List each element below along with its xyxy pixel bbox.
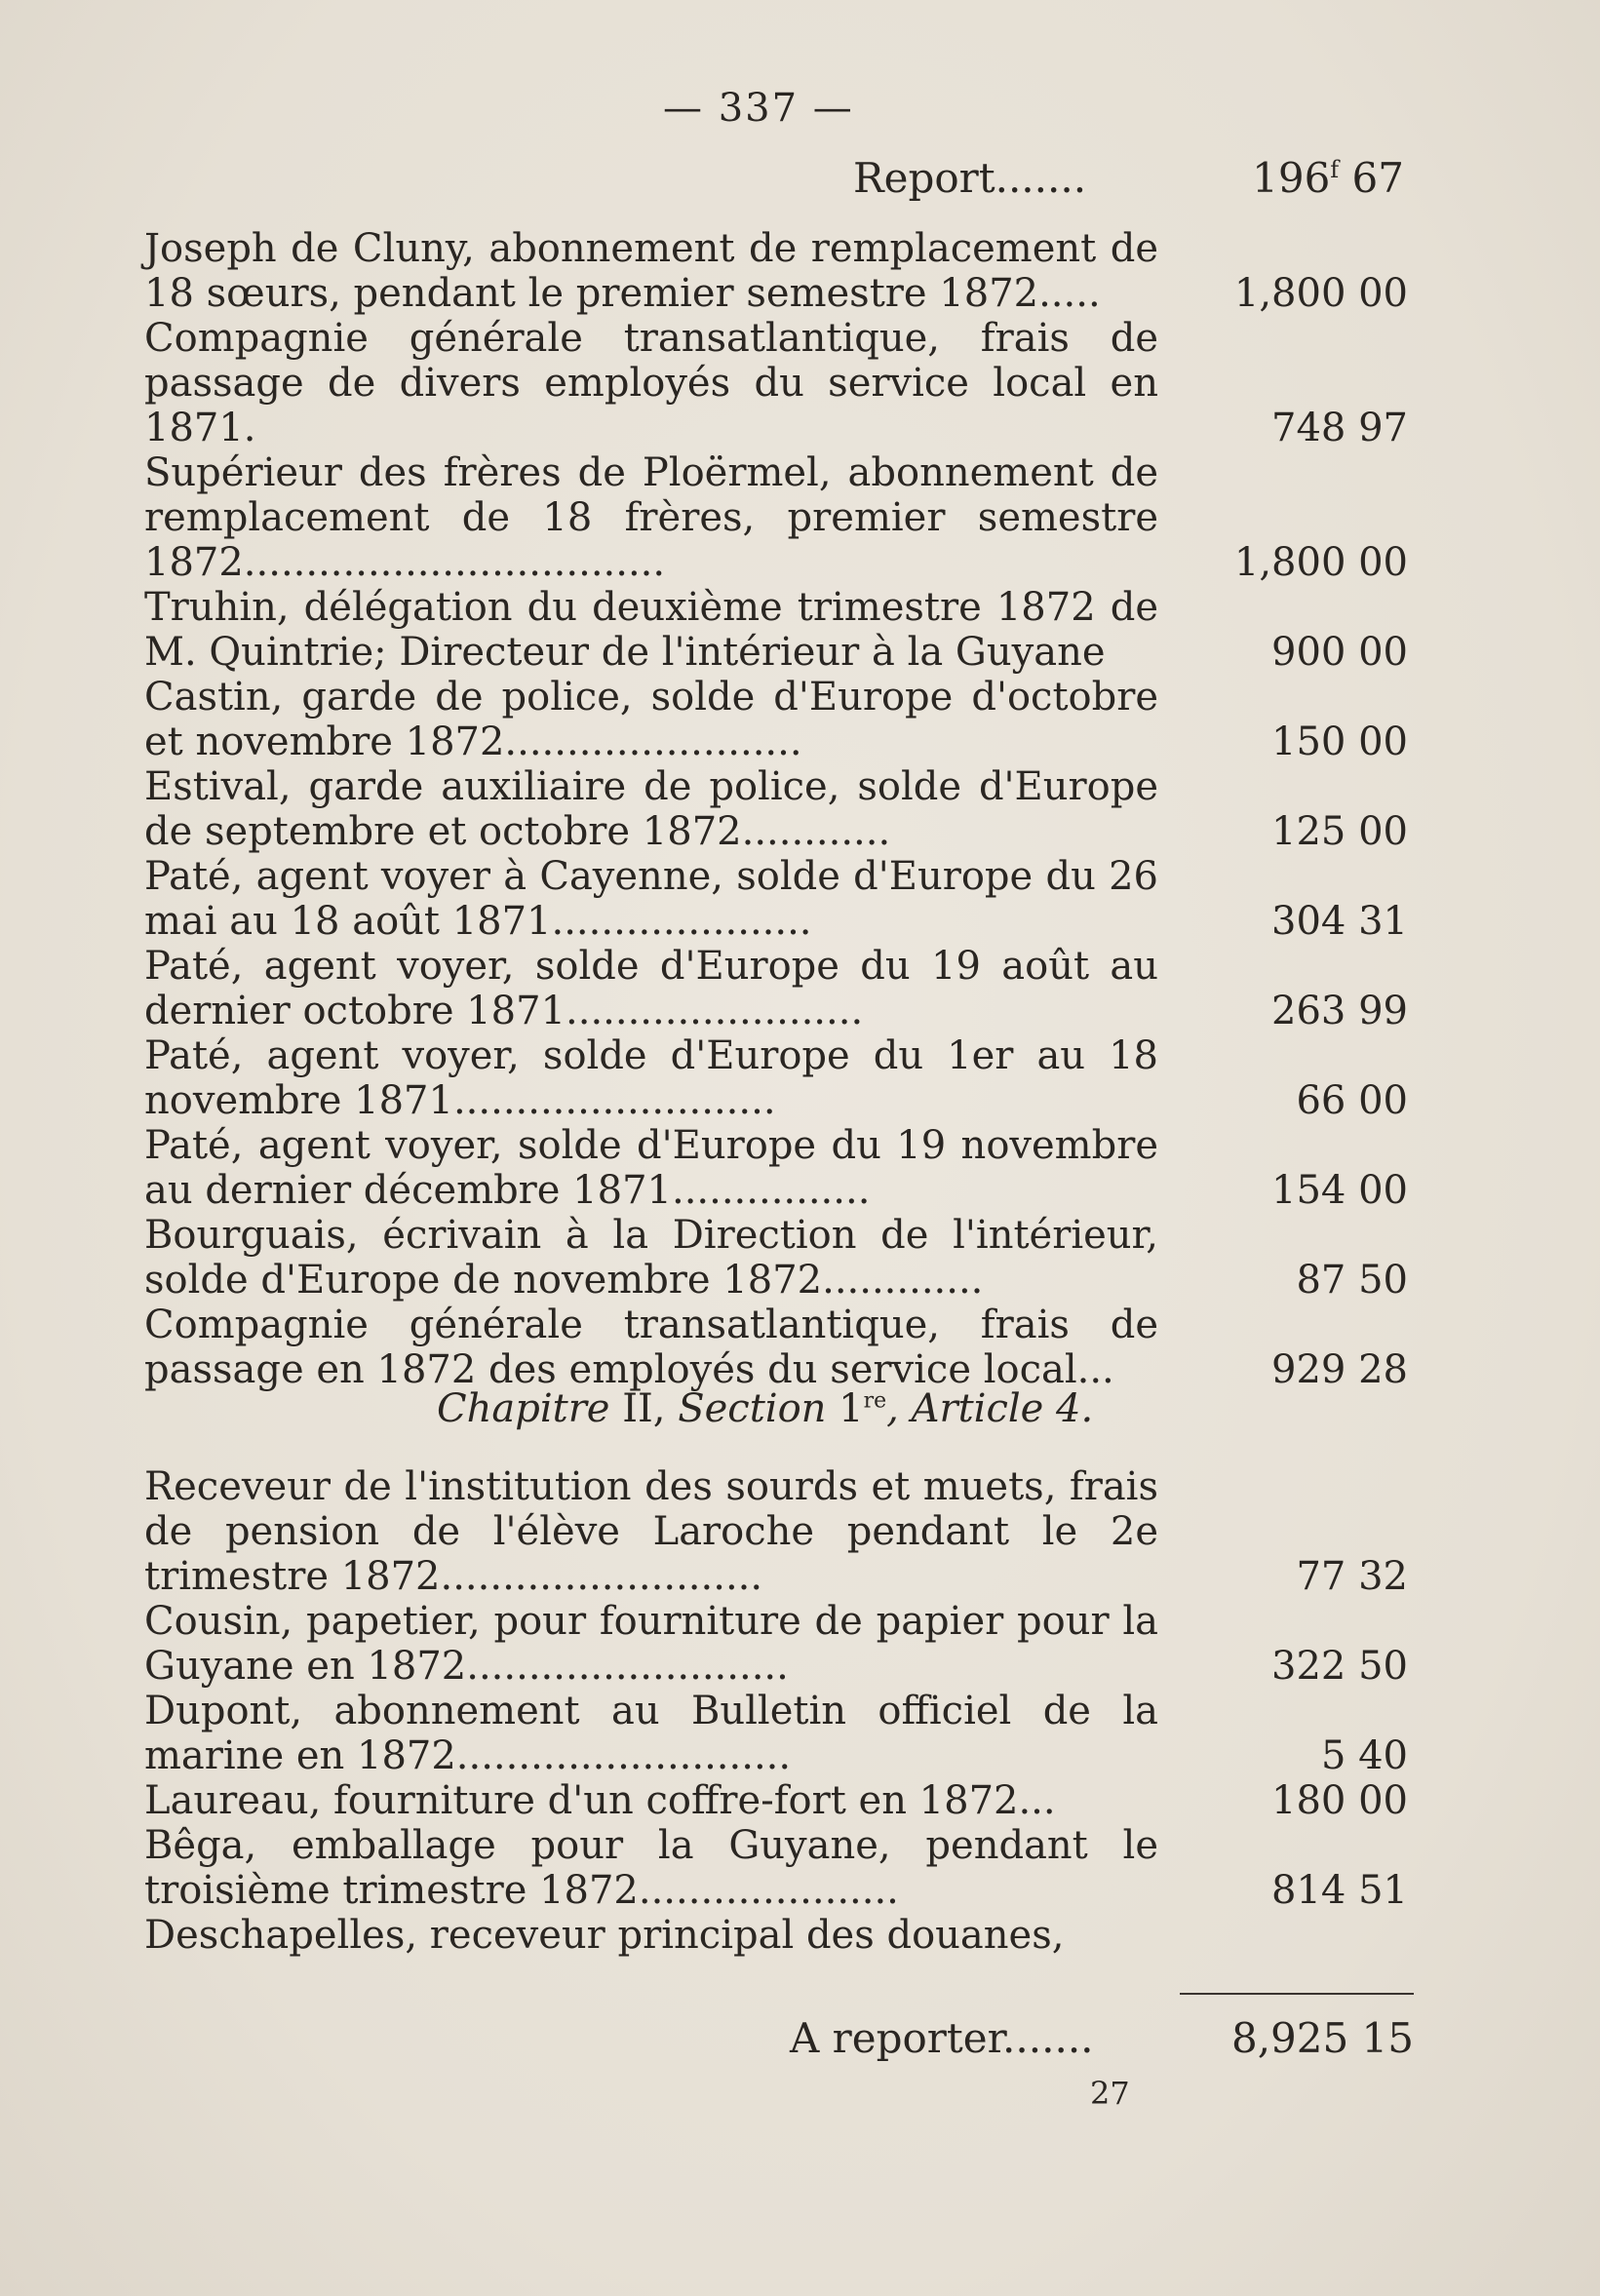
ledger-entry — [144, 1464, 1412, 1599]
section-sup: re — [863, 1388, 887, 1414]
ledger-entry — [144, 854, 1412, 944]
ledger-entry — [144, 1778, 1412, 1823]
ledger-entry — [144, 764, 1412, 854]
entry-amount: 150 00 — [1271, 720, 1408, 764]
entry-amount: 322 50 — [1271, 1644, 1408, 1689]
carry-label: A reporter....... — [790, 2014, 1094, 2062]
entry-amount: 87 50 — [1296, 1258, 1408, 1303]
ledger-entry — [144, 226, 1412, 316]
entry-text: Joseph de Cluny, abonnement de remplacement de 18 sœurs, pendant le premier semestre 1872..... — [144, 226, 1158, 316]
entries-list-2 — [144, 1464, 1412, 1958]
entry-text: Paté, agent voyer à Cayenne, solde d'Europe du 26 mai au 18 août 1871..................... — [144, 854, 1158, 944]
entry-amount: 304 31 — [1271, 899, 1408, 944]
entry-amount: 1,800 00 — [1233, 271, 1408, 316]
chapter-word: Chapitre — [437, 1386, 610, 1431]
ledger-entry — [144, 1689, 1412, 1778]
entry-amount: 263 99 — [1271, 989, 1408, 1033]
report-label: Report....... — [853, 154, 1087, 202]
ledger-entry — [144, 675, 1412, 764]
entries-list — [144, 226, 1412, 1392]
entry-amount: 180 00 — [1271, 1778, 1408, 1823]
entry-amount: 5 40 — [1320, 1733, 1408, 1778]
entry-amount: 929 28 — [1271, 1347, 1408, 1392]
ledger-entry — [144, 450, 1412, 585]
entry-text: Paté, agent voyer, solde d'Europe du 1er au 18 novembre 1871.......................... — [144, 1033, 1158, 1123]
chapter-heading — [437, 1386, 1093, 1431]
chapter-number: II, — [609, 1386, 679, 1431]
ledger-entry — [144, 1213, 1412, 1303]
entry-text: Receveur de l'institution des sourds et muets, frais de pension de l'élève Laroche pendant le 2e trimestre 1872.......................... — [144, 1464, 1158, 1599]
ledger-entry — [144, 944, 1412, 1033]
entry-text: Bourguais, écrivain à la Direction de l'intérieur, solde d'Europe de novembre 1872............. — [144, 1213, 1158, 1303]
sheet-number: 27 — [1090, 2075, 1130, 2112]
ledger-entry — [144, 585, 1412, 675]
section-number: 1 — [826, 1386, 864, 1431]
entry-amount: 66 00 — [1296, 1078, 1408, 1123]
ledger-entry — [144, 1823, 1412, 1913]
ledger-entry — [144, 316, 1412, 450]
ledger-entry — [144, 1123, 1412, 1213]
entry-text: Laureau, fourniture d'un coffre-fort en 1872... — [144, 1778, 1056, 1823]
entry-text: Castin, garde de police, solde d'Europe d'octobre et novembre 1872........................ — [144, 675, 1158, 764]
entry-amount: 125 00 — [1271, 809, 1408, 854]
page-number: — 337 — — [663, 86, 854, 131]
carry-amount: 8,925 15 — [1230, 2014, 1414, 2062]
entry-text: Estival, garde auxiliaire de police, solde d'Europe de septembre et octobre 1872............ — [144, 764, 1158, 854]
section-word: Section — [678, 1386, 827, 1431]
entry-amount: 900 00 — [1271, 630, 1408, 675]
entry-text: Truhin, délégation du deuxième trimestre 1872 de M. Quintrie; Directeur de l'intérieur à la Guyane — [144, 585, 1158, 675]
ledger-entry — [144, 1913, 1412, 1958]
ledger-entry — [144, 1033, 1412, 1123]
entry-text: Bêga, emballage pour la Guyane, pendant le troisième trimestre 1872..................... — [144, 1823, 1158, 1913]
total-rule — [1180, 1993, 1414, 1995]
entry-amount: 1,800 00 — [1233, 540, 1408, 585]
article-label: , Article 4. — [886, 1386, 1094, 1431]
entry-amount: 154 00 — [1271, 1168, 1408, 1213]
entry-text: Supérieur des frères de Ploërmel, abonnement de remplacement de 18 frères, premier semestre 1872.................................. — [144, 450, 1158, 585]
entry-text: Paté, agent voyer, solde d'Europe du 19 août au dernier octobre 1871........................ — [144, 944, 1158, 1033]
entry-text: Cousin, papetier, pour fourniture de papier pour la Guyane en 1872.......................... — [144, 1599, 1158, 1689]
ledger-entry — [144, 1599, 1412, 1689]
ledger-entry — [144, 1303, 1412, 1392]
entry-text: Dupont, abonnement au Bulletin officiel de la marine en 1872........................... — [144, 1689, 1158, 1778]
entry-text: Deschapelles, receveur principal des douanes, — [144, 1913, 1065, 1958]
entry-text: Compagnie générale transatlantique, frais de passage de divers employés du service local en 1871. — [144, 316, 1158, 450]
entry-text: Paté, agent voyer, solde d'Europe du 19 novembre au dernier décembre 1871................ — [144, 1123, 1158, 1213]
entry-text: Compagnie générale transatlantique, frais de passage en 1872 des employés du service local... — [144, 1303, 1158, 1392]
report-amount — [1219, 154, 1404, 202]
entry-amount: 77 32 — [1296, 1554, 1408, 1599]
report-unit: f — [1330, 156, 1340, 183]
entry-amount: 748 97 — [1271, 406, 1408, 450]
report-cents: 67 — [1351, 154, 1404, 202]
report-amount-value: 196 — [1252, 154, 1331, 202]
entry-amount: 814 51 — [1271, 1868, 1408, 1913]
